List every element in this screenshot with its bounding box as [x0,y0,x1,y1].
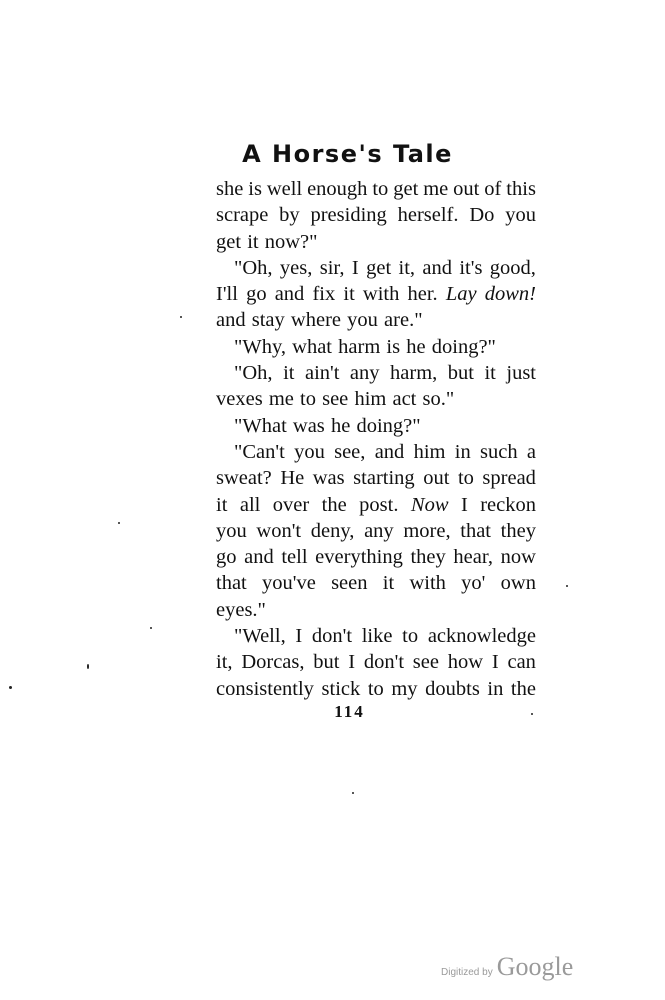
word: they [410,546,446,569]
word: ain't [304,362,340,385]
text-line [216,439,536,465]
word: you [505,204,536,227]
text-line [216,465,536,491]
word: see [322,388,349,411]
word: is [386,335,401,358]
scan-speck [87,664,89,669]
word: him [354,388,387,411]
word: "Well, [234,625,286,648]
word: to [372,178,389,200]
word: scrape [216,204,269,227]
word: it, [398,256,416,279]
word: to [457,467,474,490]
word: her. [407,283,438,306]
word: how [447,651,484,674]
scan-speck [531,713,533,715]
word: to [402,625,419,648]
word: any [349,362,380,385]
word: post. [359,493,399,516]
word: can [507,651,536,674]
word: by [279,204,300,227]
word: you [216,519,247,542]
word: Do [469,204,495,227]
word: get [366,256,392,279]
text-line [216,492,536,518]
word: everything [315,546,403,569]
text-line [216,202,536,228]
word: sir, [319,256,345,279]
word: see [412,651,439,674]
text-line [216,229,536,255]
word: just [506,362,536,385]
body-text [216,176,536,702]
word: but [313,651,340,674]
text-line [216,281,536,307]
word: and [374,440,405,463]
word: now [500,546,536,569]
word: was [312,467,345,490]
word: seen [331,572,368,595]
word: deny, [310,519,355,542]
word: go [246,283,267,306]
word: with [409,572,446,595]
text-line [216,676,536,702]
word: and [244,546,274,569]
word: with [362,283,400,306]
word: it [343,283,355,306]
text-line [216,623,536,649]
word: it, [216,651,233,674]
word: any [364,519,394,542]
word: of [484,178,502,200]
word: hear, [453,546,493,569]
word: in [487,677,504,700]
word: won't [256,519,302,542]
word: to [300,388,316,411]
word: I [460,493,468,516]
word: "Why, [234,335,287,358]
text-line [216,570,536,596]
text-line [216,597,536,623]
text-line [216,307,536,333]
word: doing?" [356,414,421,437]
word: this [506,178,536,200]
word: me [268,388,294,411]
text-line [216,176,536,202]
word: that [460,519,491,542]
word: I [295,625,303,648]
word: like [361,625,393,648]
word: where [290,309,342,332]
word: I [351,256,359,279]
word: me [423,178,449,200]
word: all [239,493,261,516]
word: he [406,335,426,358]
scan-speck [9,686,12,689]
word: is [248,178,262,200]
scan-speck [180,316,182,318]
word: Now [410,493,449,516]
word: it [247,230,259,253]
word: sweat? [216,467,272,490]
word: I'll [216,283,238,306]
text-line [216,386,536,412]
word: and [422,256,452,279]
word: good, [489,256,536,279]
word: go [216,546,237,569]
word: harm [338,335,381,358]
word: consistently [216,677,314,700]
word: don't [363,651,405,674]
word: you've [262,572,316,595]
word: "Oh, [234,362,273,385]
word: own [500,572,536,595]
text-line [216,255,536,281]
word: the [321,493,347,516]
text-line [216,334,536,360]
word: enough [307,178,368,200]
word: get [216,230,242,253]
word: fix [312,283,336,306]
word: Lay [445,283,477,306]
word: presiding [310,204,387,227]
word: you [347,309,378,332]
word: tell [281,546,308,569]
page-number: 114 [334,702,365,721]
text-line [216,360,536,386]
word: "Can't [234,440,285,463]
word: she [216,178,244,200]
word: and [216,309,246,332]
scan-speck [150,627,152,629]
word: vexes [216,388,263,411]
word: it [382,572,395,595]
word: "What [234,414,287,437]
word: but [447,362,474,385]
word: to [367,677,384,700]
scan-speck [352,792,354,794]
word: spread [482,467,536,490]
word: He [280,467,305,490]
word: out [423,467,450,490]
word: stay [251,309,285,332]
word: are." [384,309,423,332]
word: starting [353,467,415,490]
word: "Oh, [234,256,273,279]
word: yo' [461,572,486,595]
word: it [283,362,295,385]
word: the [510,677,536,700]
word: that [216,572,247,595]
word: over [272,493,310,516]
word: see, [334,440,366,463]
word: act [392,388,417,411]
word: I [348,651,356,674]
word: stick [321,677,361,700]
word: in [454,440,471,463]
word: they [500,519,536,542]
word: what [292,335,333,358]
text-line [216,413,536,439]
word: him [413,440,446,463]
word: eyes." [216,598,266,621]
word: down! [484,283,536,306]
word: doubts [425,677,480,700]
watermark-prefix: Digitized by [441,967,493,978]
word: reckon [480,493,536,516]
scan-speck [566,585,568,587]
word: such [480,440,518,463]
word: he [330,414,351,437]
word: doing?" [431,335,496,358]
word: harm, [390,362,438,385]
word: and [274,283,305,306]
text-line [216,544,536,570]
word: Dorcas, [241,651,305,674]
word: herself. [397,204,459,227]
word: I [491,651,499,674]
watermark-brand: Google [496,952,574,981]
word: yes, [279,256,313,279]
word: get [393,178,419,200]
word: my [391,677,418,700]
word: well [266,178,303,200]
word: it [484,362,496,385]
running-title: A Horse's Tale [242,140,453,168]
word: acknowledge [427,625,536,648]
text-line [216,649,536,675]
word: don't [311,625,353,648]
scan-speck [118,522,120,524]
word: out [453,178,480,200]
word: was [292,414,325,437]
text-line [216,518,536,544]
word: it [216,493,228,516]
digitized-watermark [441,952,573,982]
word: so." [422,388,455,411]
word: now?" [264,230,318,253]
word: more, [403,519,451,542]
word: it's [459,256,483,279]
word: a [526,440,536,463]
word: you [294,440,325,463]
